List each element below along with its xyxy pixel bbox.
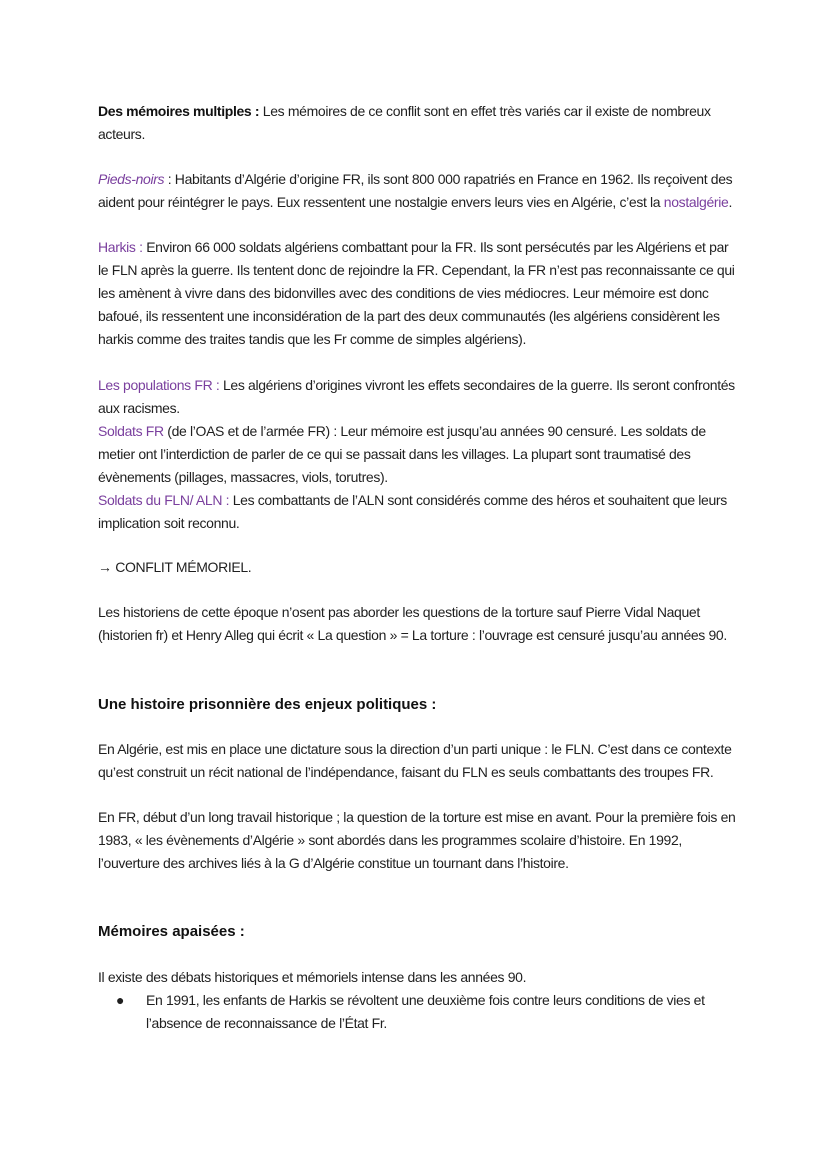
- harkis-label: Harkis :: [98, 239, 143, 255]
- populations-text: Les algériens d’origines vivront les effets secondaires de la guerre. Ils seront confrontés aux racismes.: [98, 377, 735, 416]
- section-heading-memoires-apaisees: Mémoires apaisées :: [98, 923, 245, 940]
- algerie-paragraph: [98, 738, 738, 784]
- france-text: En FR, début d’un long travail historique ; la question de la torture est mise en avant. Pour la première fois en 1983, « les évènements d’Algérie » sont abordés dans les programmes scolaire d’histoire. En 1992, l’ouverture des archives liés à la G d’Algérie constitue un tournant dans l’histoire.: [98, 809, 736, 871]
- soldats-fln-label: Soldats du FLN/ ALN :: [98, 492, 230, 508]
- section-heading-memoires-multiples: Des mémoires multiples :: [98, 103, 260, 119]
- france-paragraph: [98, 806, 738, 875]
- soldats-fr-label: Soldats FR: [98, 423, 164, 439]
- populations-label: Les populations FR :: [98, 377, 220, 393]
- harkis-text: Environ 66 000 soldats algériens combattant pour la FR. Ils sont persécutés par les Algériens et par le FLN après la guerre. Ils tentent donc de rejoindre la FR. Cependant, la FR n’est pas reconnaissante ce qui les amènent à vivre dans des bidonvilles avec des conditions de vies médiocres. Leur mémoire est donc bafoué, ils ressentent une inconsidération de la part des deux communautés (les algériens considèrent les harkis comme des traites tandis que les Fr comme de simples algériens).: [98, 239, 735, 347]
- section-heading-histoire-prisonniere: Une histoire prisonnière des enjeux politiques :: [98, 696, 437, 713]
- debats-paragraph: [98, 966, 738, 989]
- soldats-fln-text: Les combattants de l’ALN sont considérés comme des héros et souhaitent que leurs implication soit reconnu.: [98, 492, 727, 531]
- bullet-text: En 1991, les enfants de Harkis se révoltent une deuxième fois contre leurs conditions de vies et l’absence de reconnaissance de l’État Fr.: [146, 992, 705, 1031]
- algerie-text: En Algérie, est mis en place une dictature sous la direction d’un parti unique : le FLN. C’est dans ce contexte qu’est construit un récit national de l’indépendance, faisant du FLN es seuls combattants des troupes FR.: [98, 741, 732, 780]
- harkis-paragraph: [98, 236, 738, 351]
- pieds-noirs-end: .: [728, 194, 732, 210]
- soldats-fr-text: (de l’OAS et de l’armée FR) : Leur mémoire est jusqu’au années 90 censuré. Les soldats de metier ont l’interdiction de parler de ce qui se passait dans les villages. La plupart sont traumatisé des évènements (pillages, massacres, viols, torutres).: [98, 423, 706, 485]
- nostalgerie-term: nostalgérie: [663, 194, 729, 210]
- conflit-memoriel-text: → CONFLIT MÉMORIEL.: [98, 559, 252, 575]
- debats-text: Il existe des débats historiques et mémoriels intense dans les années 90.: [98, 969, 527, 985]
- list-item: [116, 989, 730, 1035]
- populations-paragraph: [98, 374, 738, 535]
- intro-paragraph: [98, 100, 738, 146]
- conflit-memoriel-line: [98, 556, 738, 579]
- pieds-noirs-text: : Habitants d’Algérie d’origine FR, ils sont 800 000 rapatriés en France en 1962. Ils reçoivent des aident pour réintégrer le pays. Eux ressentent une nostalgie envers leurs vies en Algérie, c’est la: [98, 171, 733, 210]
- intro-text: Les mémoires de ce conflit sont en effet très variés car il existe de nombreux acteurs.: [98, 103, 711, 142]
- historiens-paragraph: [98, 601, 738, 647]
- pieds-noirs-paragraph: [98, 168, 738, 214]
- bullet-icon: ●: [116, 992, 125, 1008]
- pieds-noirs-label: Pieds-noirs: [98, 171, 165, 187]
- historiens-text: Les historiens de cette époque n’osent pas aborder les questions de la torture sauf Pierre Vidal Naquet (historien fr) et Henry Alleg qui écrit « La question » = La torture : l’ouvrage est censuré jusqu’au années 90.: [98, 604, 727, 643]
